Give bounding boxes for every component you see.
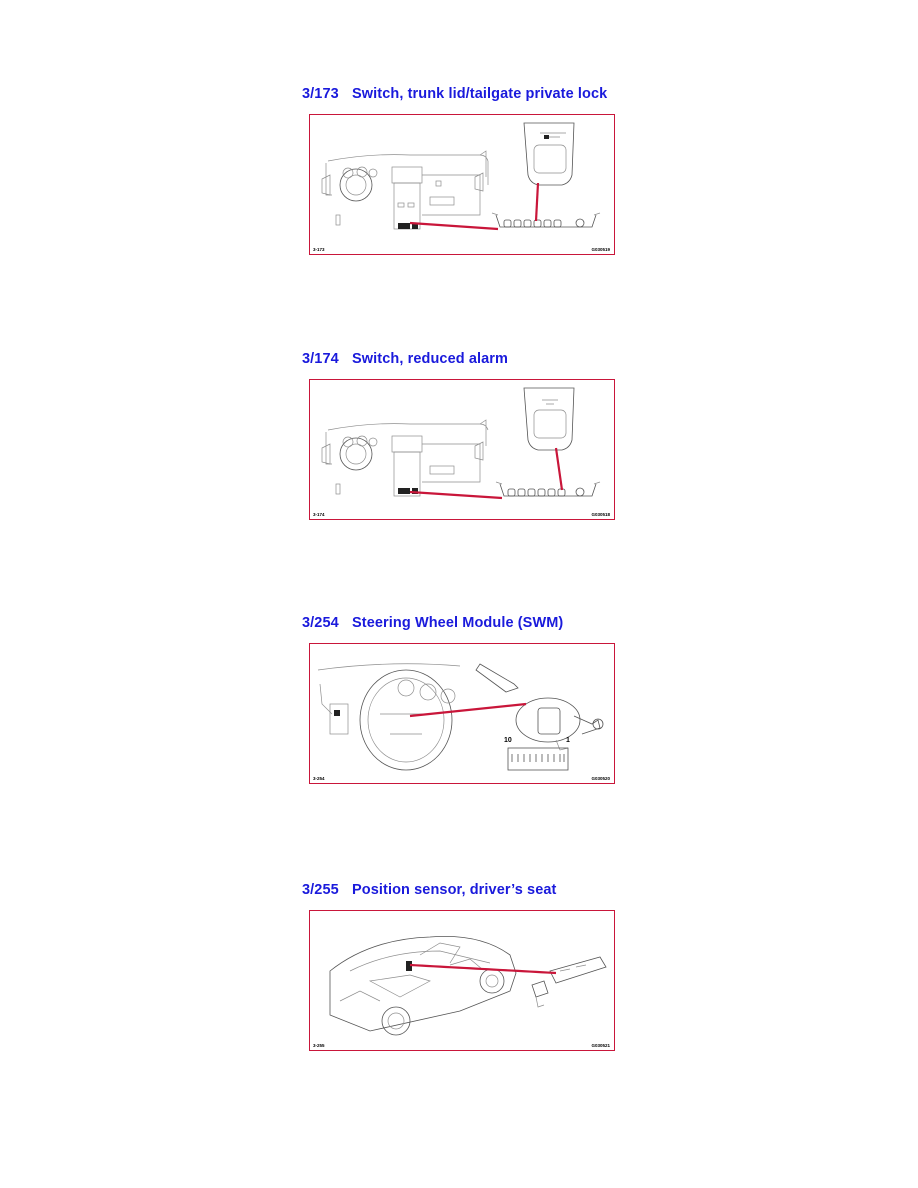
section-heading <box>302 351 508 367</box>
pin-label-right: 1 <box>566 737 570 744</box>
figure-code: 3-173 <box>313 247 325 252</box>
figure-code: 3-174 <box>313 512 325 517</box>
car-interior-illustration <box>310 911 615 1051</box>
dashboard-illustration <box>310 115 615 255</box>
figure-id: G030521 <box>591 1043 610 1048</box>
section-heading <box>302 615 563 631</box>
figure-frame <box>309 379 615 520</box>
section-heading <box>302 86 607 102</box>
section-number: 3/255 <box>302 882 339 898</box>
figure-frame <box>309 643 615 784</box>
figure-frame <box>309 114 615 255</box>
steering-wheel-illustration <box>310 644 615 784</box>
section-heading <box>302 882 556 898</box>
pin-label-left: 10 <box>504 737 512 744</box>
dashboard-illustration <box>310 380 615 520</box>
section-title: Position sensor, driver’s seat <box>352 882 557 898</box>
figure-code: 3-254 <box>313 776 325 781</box>
figure-id: G030518 <box>591 512 610 517</box>
section-number: 3/254 <box>302 615 339 631</box>
figure-id: G030520 <box>591 776 610 781</box>
figure-frame <box>309 910 615 1051</box>
section-number: 3/174 <box>302 351 339 367</box>
section-number: 3/173 <box>302 86 339 102</box>
section-title: Switch, trunk lid/tailgate private lock <box>352 86 608 102</box>
section-title: Switch, reduced alarm <box>352 351 509 367</box>
section-title: Steering Wheel Module (SWM) <box>352 615 564 631</box>
figure-id: G030519 <box>591 247 610 252</box>
figure-code: 3-255 <box>313 1043 325 1048</box>
